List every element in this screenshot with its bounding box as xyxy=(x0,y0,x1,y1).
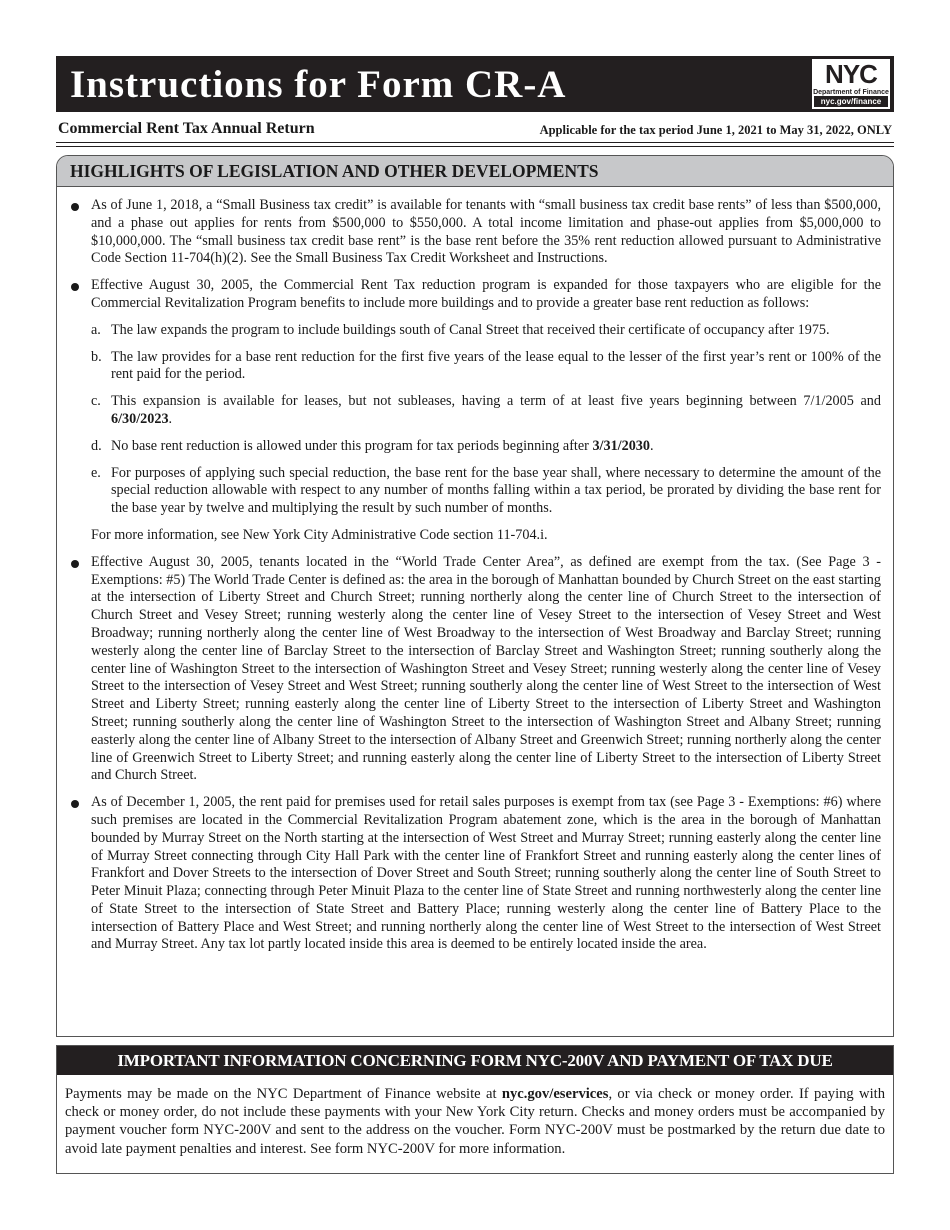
bullet-dot xyxy=(71,203,79,211)
header-bar xyxy=(56,56,894,112)
highlight-bullet-crt-reduction: Effective August 30, 2005, the Commercial Rent Tax reduction program is expanded for those taxpayers who are eligible for the Commercial Revitalization Program benefits to include more buildings and to provide a greater base rent reduction as follows: xyxy=(69,277,881,313)
highlight-bullet-retail-exemption: As of December 1, 2005, the rent paid for premises used for retail sales purposes is exempt from tax (see Page 3 - Exemptions: #6) where such premises are located in the Commercial Revitalization Program abatement zone, which is the area in the borough of Manhattan bounded by Murray Street on the North starting at the intersection of West Street and Murray Street; running easterly along the center line of Murray Street connecting through City Hall Park with the center line of Frankfort Street and running easterly along the center lines of Frankfort and Dover Streets to the intersection of Dover Street and South Street; running southerly along the center line of South Street to Peter Minuit Plaza; connecting through Peter Minuit Plaza to the center line of State Street and running northwesterly along the center line of State Street to the intersection of State Street and Battery Place; running westerly along the center line of Battery Place to the intersection of Battery Place and West Street; and running northerly along the center line of West Street to the intersection of West Street and Murray Street. Any tax lot partly located inside this area is deemed to be entirely located inside the area. xyxy=(69,794,881,954)
highlight-bullet-small-business-credit: As of June 1, 2018, a “Small Business tax credit” is available for tenants with “small business tax credit base rents” of less than $500,000, and a phase out applies for rents from $500,000 to $550,000. A total income limitation and phase-out applies from $5,000,000 to $10,000,000. The “small business tax credit base rent” is the base rent before the 35% rent reduction allowed pursuant to Administrative Code Section 11-704(h)(2). See the Small Business Tax Credit Worksheet and Instructions. xyxy=(69,197,881,268)
important-info-section xyxy=(56,1045,894,1174)
eservices-link[interactable]: nyc.gov/eservices xyxy=(501,1086,609,1102)
page-title: Instructions for Form CR-A xyxy=(70,63,567,106)
bullet-dot xyxy=(71,800,79,808)
sub-item-e: e. For purposes of applying such special reduction, the base rent for the base year shall, where necessary to determine the amount of the special reduction allowable with respect to any number of months falling within a tax period, be prorated by dividing the base rent for the base year by twelve and multiplying the result by such number of months. xyxy=(91,464,881,517)
logo-nyc-text: NYC xyxy=(825,59,877,89)
bullet-dot xyxy=(71,560,79,568)
logo-dept-text: Department of Finance xyxy=(813,89,889,96)
highlights-content xyxy=(57,187,893,954)
important-info-body: Payments may be made on the NYC Department of Finance website at nyc.gov/eservices, or via check or money order. If paying with check or money order, do not include these payments with your New York City return. Checks and money orders must be accompanied by payment voucher form NYC-200V and sent to the address on the voucher. Form NYC-200V must be postmarked by the return due date to avoid late payment penalties and interest. See form NYC-200V for more information. xyxy=(65,1086,885,1157)
highlight-bullet-wtc-area: Effective August 30, 2005, tenants located in the “World Trade Center Area”, as defined are exempt from the tax. (See Page 3 - Exemptions: #5) The World Trade Center is defined as: the area in the borough of Manhattan bounded by Church Street on the east starting at the intersection of Liberty Street and Church Street; running northerly along the center line of Church Street to the intersection of Church Street and Vesey Street; running westerly along the center line of Vesey Street to the intersection of Vesey Street and West Broadway; running northerly along the center line of West Broadway to the intersection of West Broadway and Barclay Street; running westerly along the center line of Barclay Street to the intersection of Barclay Street and Washington Street; running southerly along the center line of Washington Street to the intersection of Washington Street and Vesey Street; running westerly along the center line of Vesey Street to the intersection of Vesey Street and West Street; running southerly along the center line of West Street to the intersection of West Street and Liberty Street; running easterly along the center line of Liberty Street to the intersection of Liberty Street and Washington Street; running southerly along the center line of Washington Street to the intersection of Washington Street and Albany Street; running easterly along the center line of Albany Street to the intersection of Albany Street and Greenwich Street; running northerly along the center line of Greenwich Street to Liberty Street; and running easterly along the center line of Liberty Street to the intersection of Liberty Street and Church Street. xyxy=(69,554,881,785)
more-info-note: For more information, see New York City Administrative Code section 11-704.i. xyxy=(91,526,548,543)
nyc-finance-logo xyxy=(811,58,891,110)
sub-item-d: d. No base rent reduction is allowed under this program for tax periods beginning after 3/31/2030. xyxy=(91,437,654,454)
sub-item-c: c. This expansion is available for leases, but not subleases, having a term of at least five years beginning between 7/1/2005 and 6/30/2023. xyxy=(91,393,881,427)
important-info-heading: IMPORTANT INFORMATION CONCERNING FORM NYC-200V AND PAYMENT OF TAX DUE xyxy=(57,1046,893,1075)
logo-url-text: nyc.gov/finance xyxy=(814,96,888,107)
highlights-heading: HIGHLIGHTS OF LEGISLATION AND OTHER DEVELOPMENTS xyxy=(57,156,893,187)
sub-item-b: b. The law provides for a base rent reduction for the first five years of the lease equal to the lesser of the first year’s rent or 100% of the rent paid for the period. xyxy=(91,348,881,383)
bullet-dot xyxy=(71,283,79,291)
tax-period-note: Applicable for the tax period June 1, 2021 to May 31, 2022, ONLY xyxy=(539,123,892,137)
header-rule-top xyxy=(56,142,894,143)
header-rule-bottom xyxy=(56,146,894,147)
form-subtitle: Commercial Rent Tax Annual Return xyxy=(58,120,315,137)
sub-item-a: a. The law expands the program to include buildings south of Canal Street that received their certificate of occupancy after 1975. xyxy=(91,321,830,338)
highlights-section xyxy=(56,155,894,1037)
